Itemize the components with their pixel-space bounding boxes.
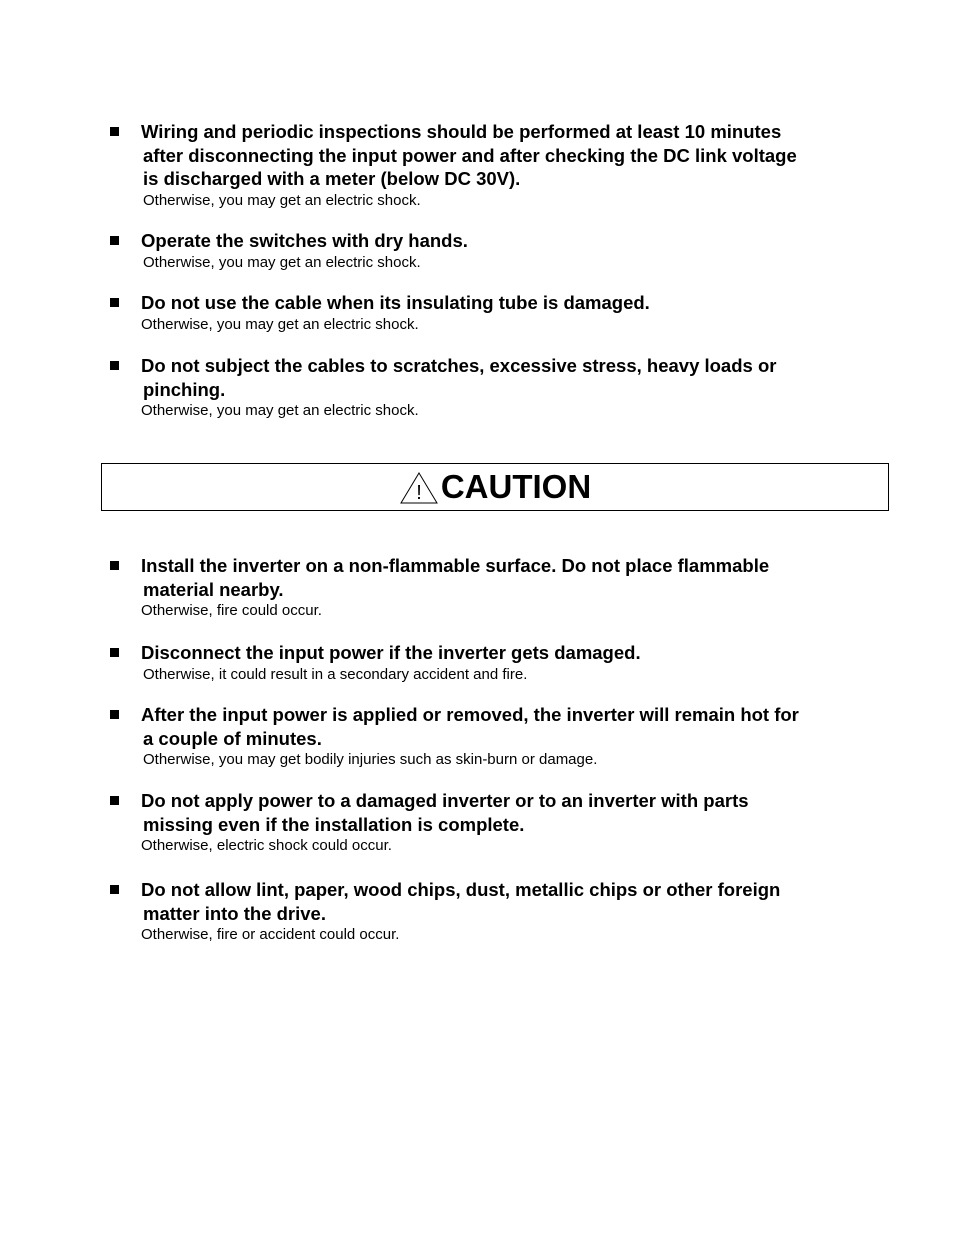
warning-item [110,229,880,272]
heading-line: missing even if the installation is complete. [143,813,525,835]
square-bullet-icon [110,648,119,657]
item-note: Otherwise, fire could occur. [141,602,322,619]
heading-line: matter into the drive. [143,902,326,924]
caution-banner [101,463,889,511]
item-note: Otherwise, fire or accident could occur. [141,926,400,943]
item-heading [141,229,880,253]
warning-triangle-icon [399,471,439,505]
heading-line: pinching. [143,378,226,400]
heading-line: Install the inverter on a non-flammable surface. Do not place flammable [141,555,770,576]
item-heading [141,120,880,191]
heading-line: Do not allow lint, paper, wood chips, dust, metallic chips or other foreign [141,879,781,900]
caution-item [110,554,880,620]
item-note: Otherwise, electric shock could occur. [141,837,392,854]
caution-title: CAUTION [440,468,592,505]
warning-item [110,120,880,210]
heading-line: Do not subject the cables to scratches, excessive stress, heavy loads or [141,355,777,376]
square-bullet-icon [110,361,119,370]
heading-line: Wiring and periodic inspections should be performed at least 10 minutes [141,121,782,142]
caution-item [110,641,880,684]
item-note: Otherwise, you may get an electric shock. [143,253,421,271]
item-heading [141,789,880,836]
square-bullet-icon [110,236,119,245]
heading-line: Do not use the cable when its insulating tube is damaged. [141,292,650,313]
svg-text:!: ! [416,482,422,504]
square-bullet-icon [110,561,119,570]
caution-item [110,789,880,855]
warning-item [110,354,880,420]
item-note: Otherwise, you may get an electric shock. [141,402,419,419]
square-bullet-icon [110,127,119,136]
item-note: Otherwise, you may get an electric shock. [143,191,421,209]
item-note: Otherwise, you may get an electric shock. [141,315,419,333]
heading-line: material nearby. [143,578,284,600]
item-heading [141,554,880,601]
item-heading [141,291,880,315]
heading-line: Operate the switches with dry hands. [141,230,468,251]
square-bullet-icon [110,885,119,894]
heading-line: a couple of minutes. [143,727,322,749]
heading-line: is discharged with a meter (below DC 30V). [143,168,521,189]
item-note: Otherwise, you may get bodily injuries such as skin-burn or damage. [143,751,598,768]
heading-line: Do not apply power to a damaged inverter or to an inverter with parts [141,790,749,811]
warning-item [110,291,880,334]
heading-line: after disconnecting the input power and after checking the DC link voltage [143,144,797,166]
heading-line: After the input power is applied or removed, the inverter will remain hot for [141,704,799,725]
caution-item [110,703,880,769]
square-bullet-icon [110,796,119,805]
item-note: Otherwise, it could result in a secondary accident and fire. [143,665,528,683]
item-heading [141,641,880,665]
item-heading [141,878,880,925]
square-bullet-icon [110,298,119,307]
square-bullet-icon [110,710,119,719]
item-heading [141,354,880,401]
heading-line: Disconnect the input power if the inverter gets damaged. [141,642,641,663]
item-heading [141,703,880,750]
caution-item [110,878,880,944]
